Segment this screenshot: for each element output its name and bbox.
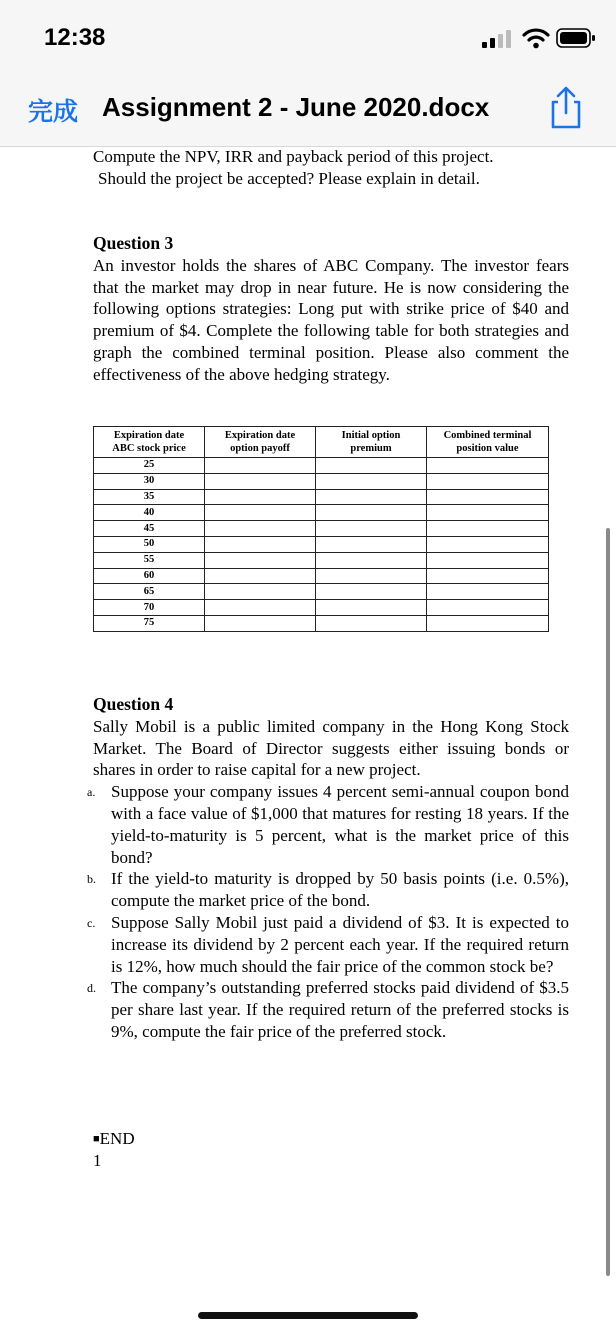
table-row [94,489,549,505]
stock-price-cell: 25 [94,458,205,474]
table-row [94,584,549,600]
item-text: Suppose Sally Mobil just paid a dividend of $3. It is expected to increase its dividend by 2 percent each year. If the required return is 12%, how much should the fair price of the common stock be? [111,912,569,976]
item-text: The company’s outstanding preferred stocks paid dividend of $3.5 per share last year. If the required return of the preferred stocks is 9%, compute the fair price of the preferred stock. [111,978,569,1041]
terminal-value-cell [427,600,549,616]
table-row [94,536,549,552]
question-3-heading: Question 3 [93,233,174,253]
stock-price-cell: 50 [94,536,205,552]
stock-price-cell: 70 [94,600,205,616]
question-3-body: An investor holds the shares of ABC Company. The investor fears that the market may drop in near future. He is now considering the following options strategies: Long put with strike price of $40 and premium of $4. Complete the following table for both strategies and graph the combined terminal position. Please also comment the effectiveness of the above hedging strategy. [93,255,569,384]
status-time: 12:38 [44,24,106,51]
stock-price-cell: 65 [94,584,205,600]
payoff-cell [205,473,316,489]
question-4-heading: Question 4 [93,694,174,714]
premium-cell [316,458,427,474]
cellular-signal-icon [482,30,514,48]
question-4-item-d [87,977,569,1042]
question-4-item-b [87,868,569,912]
terminal-value-cell [427,536,549,552]
premium-cell [316,552,427,568]
col-header-terminal-value: Combined terminal position value [427,427,549,458]
done-button[interactable]: 完成 [28,97,79,126]
premium-cell [316,600,427,616]
table-header-row [94,427,549,458]
col-header-stock-price: Expiration date ABC stock price [94,427,205,458]
end-label: END [99,1129,135,1148]
payoff-cell [205,458,316,474]
table-row [94,473,549,489]
table-row [94,552,549,568]
table-row [94,615,549,631]
stock-price-cell: 40 [94,505,205,521]
item-label: b. [87,872,96,887]
table-row [94,505,549,521]
item-label: a. [87,785,96,800]
payoff-cell [205,568,316,584]
table-row [94,521,549,537]
intro-line: Should the project be accepted? Please explain in detail. [98,168,480,188]
item-text: If the yield-to maturity is dropped by 50 basis points (i.e. 0.5%), compute the market price of the bond. [111,869,569,911]
terminal-value-cell [427,552,549,568]
premium-cell [316,536,427,552]
terminal-value-cell [427,473,549,489]
home-indicator[interactable] [198,1312,418,1319]
premium-cell [316,473,427,489]
options-table [93,426,549,632]
terminal-value-cell [427,521,549,537]
payoff-cell [205,521,316,537]
stock-price-cell: 60 [94,568,205,584]
intro-line: Compute the NPV, IRR and payback period of this project. [93,147,494,166]
scrollbar[interactable] [606,528,610,1276]
document-end [93,1128,135,1172]
terminal-value-cell [427,568,549,584]
intro-text [93,146,569,190]
payoff-cell [205,600,316,616]
payoff-cell [205,489,316,505]
question-4-item-c [87,912,569,977]
stock-price-cell: 55 [94,552,205,568]
terminal-value-cell [427,615,549,631]
question-4-intro: Sally Mobil is a public limited company in the Hong Kong Stock Market. The Board of Director suggests either issuing bonds or shares in order to raise capital for a new project. [93,716,569,780]
item-label: d. [87,981,96,996]
question-4-item-a [87,781,569,868]
stock-price-cell: 30 [94,473,205,489]
table-row [94,568,549,584]
share-icon[interactable] [548,86,584,130]
terminal-value-cell [427,489,549,505]
col-header-option-payoff: Expiration date option payoff [205,427,316,458]
payoff-cell [205,552,316,568]
table-row [94,458,549,474]
stock-price-cell: 35 [94,489,205,505]
question-3 [93,233,569,386]
bullet-icon: ■ [93,1133,100,1145]
table-row [94,600,549,616]
stock-price-cell: 75 [94,615,205,631]
payoff-cell [205,536,316,552]
payoff-cell [205,584,316,600]
terminal-value-cell [427,584,549,600]
battery-icon [556,28,596,48]
terminal-value-cell [427,505,549,521]
stock-price-cell: 45 [94,521,205,537]
item-text: Suppose your company issues 4 percent semi-annual coupon bond with a face value of $1,000 that matures for resting 18 years. If the yield-to-maturity is 5 percent, what is the market price of this bond? [111,782,569,867]
document-title: Assignment 2 - June 2020.docx [102,92,490,122]
premium-cell [316,521,427,537]
premium-cell [316,489,427,505]
wifi-icon [522,27,550,49]
premium-cell [316,584,427,600]
end-marker [93,1128,135,1150]
premium-cell [316,615,427,631]
question-4 [87,694,569,1043]
page-number: 1 [93,1151,102,1170]
item-label: c. [87,915,96,930]
payoff-cell [205,615,316,631]
terminal-value-cell [427,458,549,474]
payoff-cell [205,505,316,521]
premium-cell [316,568,427,584]
premium-cell [316,505,427,521]
col-header-option-premium: Initial option premium [316,427,427,458]
